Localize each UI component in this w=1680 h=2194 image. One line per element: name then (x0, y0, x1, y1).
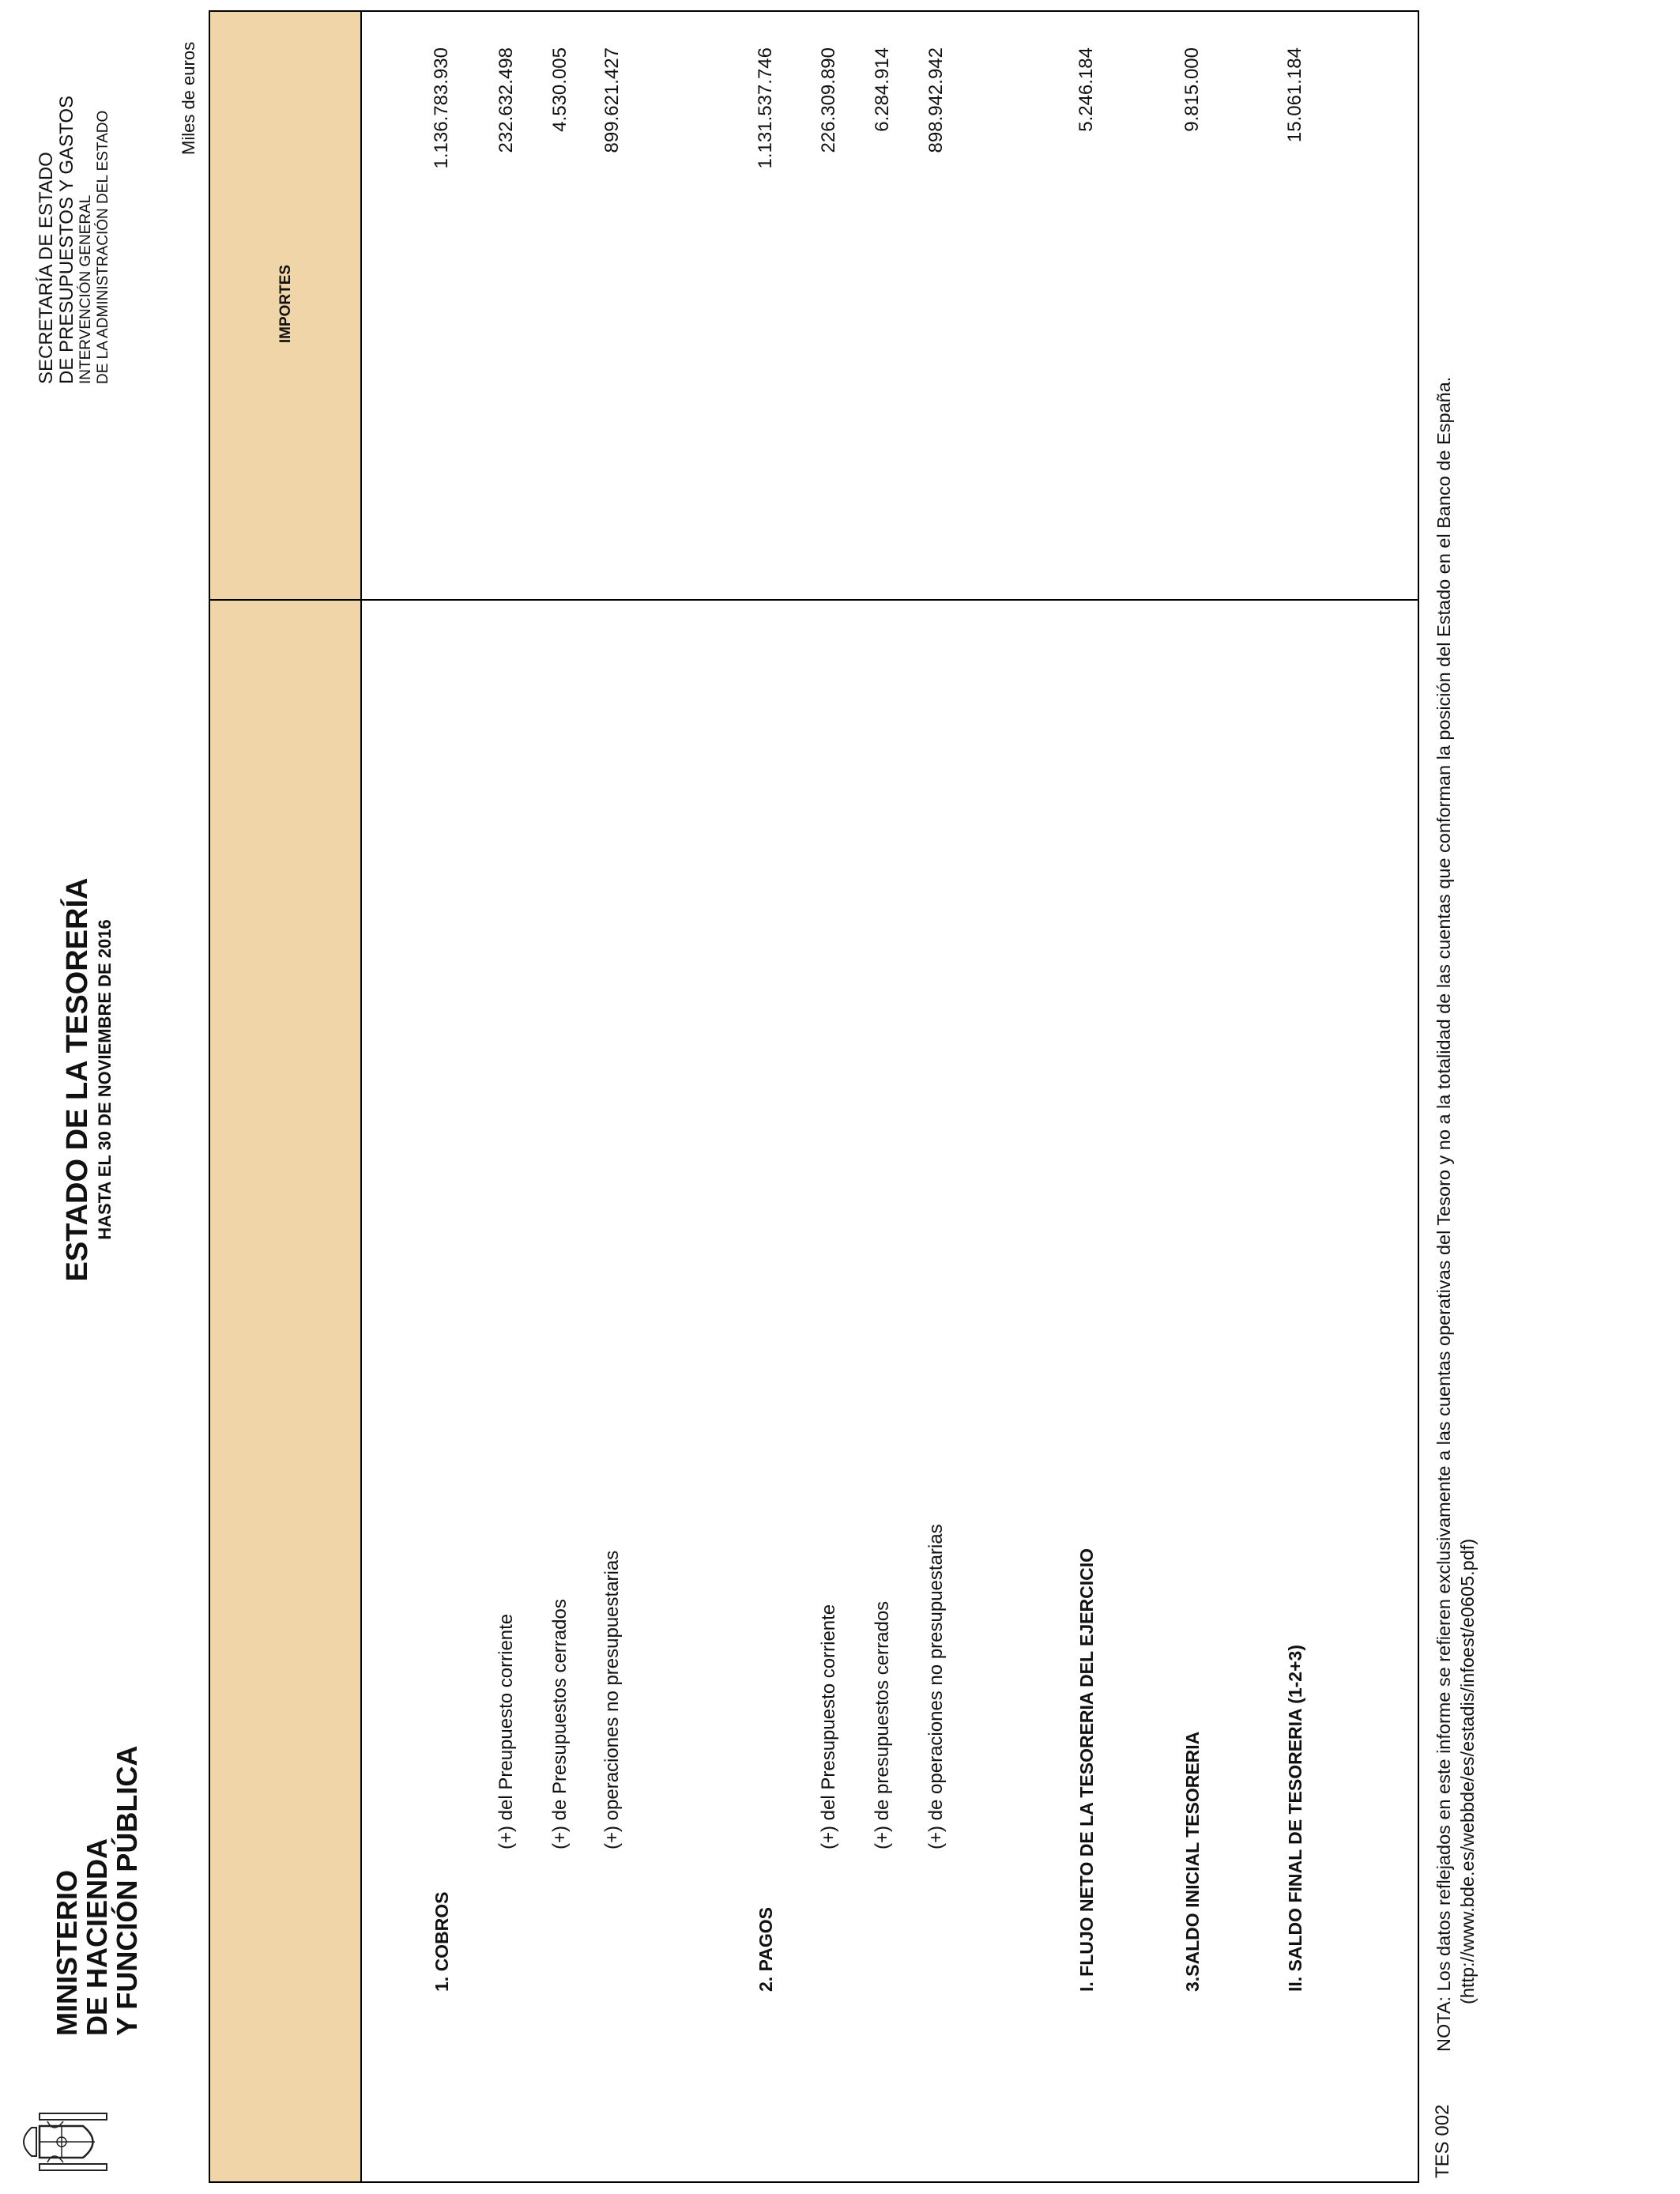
table-row: (+) de operaciones no presupuestarias 898.942.942 (925, 47, 947, 1849)
table-row: I. FLUJO NETO DE LA TESORERIA DEL EJERCICIO 5.246.184 (1075, 47, 1097, 1992)
table-row: (+) del Preupuesto corriente 232.632.498 (495, 47, 517, 1849)
page-title: ESTADO DE LA TESORERÍA (61, 877, 94, 1282)
table-row: (+) de presupuestos cerrados 6.284.914 (872, 47, 893, 1849)
footnote-url: (http://www.bde.es/webbde/es/estadis/infoest/e0605.pdf) (1457, 1538, 1478, 2004)
column-header-importes: IMPORTES (277, 264, 294, 344)
table-row: 3.SALDO INICIAL TESORERIA 9.815.000 (1181, 47, 1203, 1992)
table-row: (+) de Presupuestos cerrados 4.530.005 (549, 47, 571, 1849)
units-label: Miles de euros (179, 41, 198, 155)
footnote (1432, 13, 1479, 2052)
column-divider (210, 599, 1418, 601)
footnote-text: NOTA: Los datos reflejados en este informe se refieren exclusivamente a las cuentas operativas del Tesoro y no a la totalidad de las cuentas que conforman la posición del Estado en el Banco de España. (1433, 376, 1454, 2052)
table-row: (+) del Presupuesto corriente 226.309.890 (818, 47, 839, 1849)
issuing-agency: SECRETARÍA DE ESTADO DE PRESUPUESTOS Y GASTOS INTERVENCIÓN GENERAL DE LA ADMINISTRACIÓN DEL ESTADO (36, 95, 111, 384)
table-row: II. SALDO FINAL DE TESORERIA (1-2+3) 15.061.184 (1284, 47, 1305, 1992)
page-subtitle: HASTA EL 30 DE NOVIEMBRE DE 2016 (95, 919, 115, 1240)
table-row: (+) operaciones no presupuestarias 899.621.427 (601, 47, 623, 1849)
table-row: 1. COBROS 1.136.783.930 (431, 47, 452, 1992)
treasury-table (209, 10, 1419, 2183)
ministry-name: MINISTERIO DE HACIENDA Y FUNCIÓN PÚBLICA (51, 1745, 143, 2036)
report-title-block (62, 803, 115, 1356)
report-code: TES 002 (1432, 2104, 1453, 2178)
coat-of-arms-icon (16, 2110, 119, 2173)
table-row: 2. PAGOS 1.131.537.746 (755, 47, 776, 1992)
